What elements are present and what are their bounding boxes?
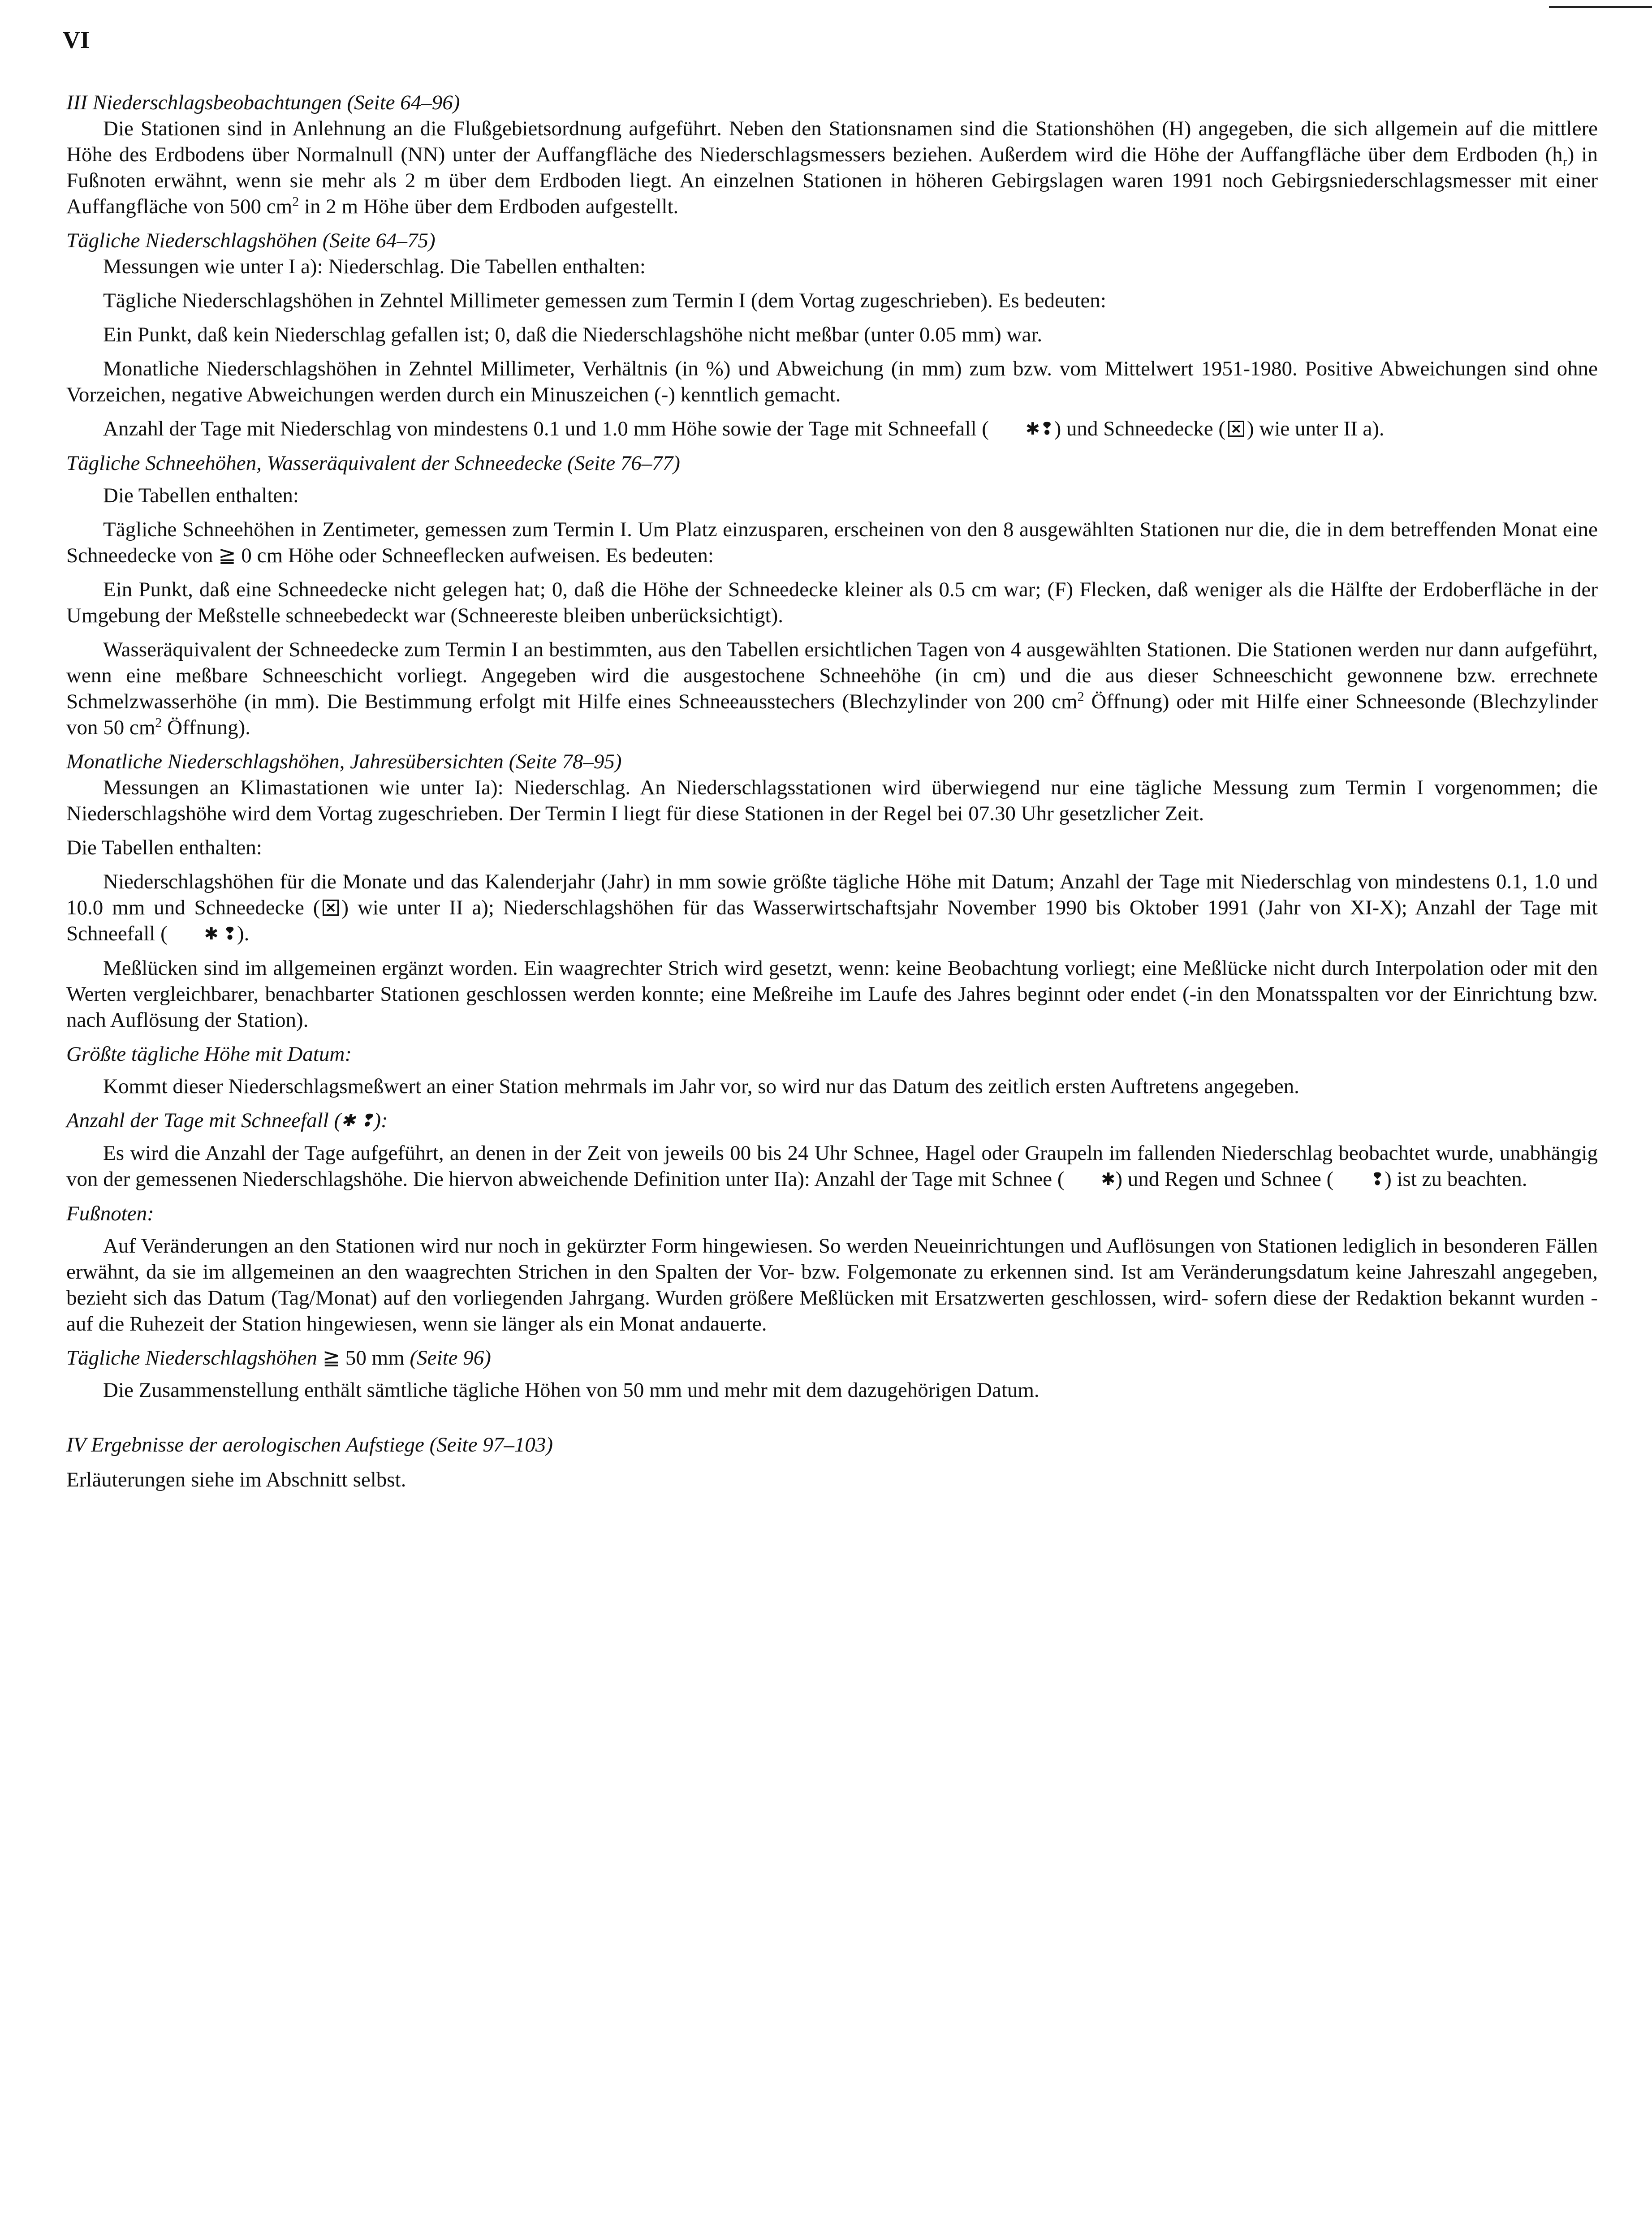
snowdays-heading: Anzahl der Tage mit Schneefall (✱ ❢): [66,1107,1598,1134]
section-3-intro: Die Stationen sind in Anlehnung an die Flußgebietsordnung aufgeführt. Neben den Stationsnamen sind die Stationshöhen (H) angegeben, die sich allgemein auf die mittlere Höhe des Erdbodens über Normalnull (NN) unter der Auffangfläche des Niederschlagsmessers beziehen. Außerdem wird die Höhe der Auffangfläche über dem Erdboden $(h_r)$ in Fußnoten erwähnt, wenn sie mehr als 2 m über dem Erdboden liegt. An einzelnen Stationen in höheren Gebirgslagen waren 1991 noch Gebirgsniederschlagsmesser mit einer Auffangfläche von 500 $cm^2$ in 2 m Höhe über dem Erdboden aufgestellt. [66,117,1598,218]
page-content [66,90,1598,1501]
page-number: VI [63,26,90,53]
daily-p1: Messungen wie unter I a): Niederschlag. Die Tabellen enthalten: [103,255,646,278]
monthly-p2: Die Tabellen enthalten: [66,836,262,859]
snow-cover-icon [1228,421,1244,437]
daily-p5: Anzahl der Tage mit Niederschlag von mindestens 0.1 und 1.0 mm Höhe sowie der Tage mit Schneefall ( ✱❢) und Schneedecke ( ) wie unter II a). [66,416,1598,442]
snow-p4: Wasseräquivalent der Schneedecke zum Termin I an bestimmten, aus den Tabellen ersichtlichen Tagen von 4 ausgewählten Stationen. Die Stationen werden nur dann aufgeführt, wenn eine meßbare Schneeschicht vorliegt. Angegeben wird die ausgestochene Schneehöhe (in cm) und die aus dieser Schneeschicht gewonnene bzw. errechnete Schmelzwasserhöhe (in mm). Die Bestimmung erfolgt mit Hilfe eines Schneeausstechers (Blechzylinder von 200 $cm^2$ Öffnung) oder mit Hilfe einer Schneesonde (Blechzylinder von 50 $cm^2$ Öffnung). [66,638,1598,739]
daily-heading: Tägliche Niederschlagshöhen (Seite 64–75) [66,229,436,252]
snow-p1: Die Tabellen enthalten: [103,484,299,507]
rain-and-snow-icon: ❢ [1370,1170,1385,1189]
section-4-p1: Erläuterungen siehe im Abschnitt selbst. [66,1468,406,1491]
spacer [66,1458,1598,1467]
snow-icon: ✱ [1101,1170,1116,1189]
monthly-heading: Monatliche Niederschlagshöhen, Jahresübersichten (Seite 78–95) [66,750,622,773]
daily-p2: Tägliche Niederschlagshöhen in Zehntel Millimeter gemessen zum Termin I (dem Vortag zugeschrieben). Es bedeuten: [103,289,1106,312]
section-4-title: IV Ergebnisse der aerologischen Aufstiege (Seite 97–103) [66,1433,553,1456]
snowfall-icon: ✱ ❢ [341,1111,374,1130]
snow-p3: Ein Punkt, daß eine Schneedecke nicht gelegen hat; 0, daß die Höhe der Schneedecke kleiner als 0.5 cm war; (F) Flecken, daß weniger als die Hälfte der Erdoberfläche in der Umgebung der Meßstelle schneebedeckt war (Schneereste bleiben unberücksichtigt). [66,578,1598,627]
ge50-heading: Tägliche Niederschlagshöhen ≧ 50 mm (Seite 96) [66,1346,491,1370]
footnotes-heading: Fußnoten: [66,1202,154,1225]
monthly-p3: Niederschlagshöhen für die Monate und das Kalenderjahr (Jahr) in mm sowie größte tägliche Höhe mit Datum; Anzahl der Tage mit Niederschlag von mindestens 0.1, 1.0 und 10.0 mm und Schneedecke ( ) wie unter II a); Niederschlagshöhen für das Wasserwirtschaftsjahr November 1990 bis Oktober 1991 (Jahr von XI-X); Anzahl der Tage mit Schneefall ( ✱ ❢). [66,869,1598,947]
monthly-p4: Meßlücken sind im allgemeinen ergänzt worden. Ein waagrechter Strich wird gesetzt, wenn: keine Beobachtung vorliegt; eine Meßlücke nicht durch Interpolation oder mit den Werten vergleichbarer, benachbarter Stationen geschlossen werden konnte; eine Meßreihe im Laufe des Jahres beginnt oder endet (-in den Monatsspalten vor der Einrichtung bzw. nach Auflösung der Station). [66,956,1598,1032]
section-3-title: III Niederschlagsbeobachtungen (Seite 64–96) [66,91,460,114]
monthly-p1: Messungen an Klimastationen wie unter Ia): Niederschlag. An Niederschlagsstationen wird überwiegend nur eine tägliche Messung zum Termin I vorgenommen; die Niederschlagshöhe wird dem Vortag zugeschrieben. Der Termin I liegt für diese Stationen in der Regel bei 07.30 Uhr gesetzlicher Zeit. [66,776,1598,825]
monthly-p5: Kommt dieser Niederschlagsmeßwert an einer Station mehrmals im Jahr vor, so wird nur das Datum des zeitlich ersten Auftretens angegeben. [103,1075,1299,1098]
monthly-p7: Auf Veränderungen an den Stationen wird nur noch in gekürzter Form hingewiesen. So werden Neueinrichtungen und Auflösungen von Stationen lediglich in besonderen Fällen erwähnt, da sie im allgemeinen an den waagrechten Strichen in den Spalten der Vor- bzw. Folgemonate zu erkennen sind. Ist am Veränderungsdatum keine Jahreszahl angegeben, bezieht sich das Datum (Tag/Monat) auf den vorliegenden Jahrgang. Wurden größere Meßlücken mit Ersatzwerten geschlossen, wird- sofern diese der Redaktion bekannt wurden - auf die Ruhezeit der Station hingewiesen, wenn sie länger als ein Monat andauerte. [66,1234,1598,1335]
max-daily-heading: Größte tägliche Höhe mit Datum: [66,1042,352,1066]
top-rule [1549,6,1652,8]
spacer [66,1411,1598,1432]
ge50-p1: Die Zusammenstellung enthält sämtliche tägliche Höhen von 50 mm und mehr mit dem dazugehörigen Datum. [103,1378,1040,1402]
snow-cover-icon [323,900,339,916]
snowfall-icon: ✱❢ [1025,420,1054,439]
monthly-p6: Es wird die Anzahl der Tage aufgeführt, an denen in der Zeit von jeweils 00 bis 24 Uhr Schnee, Hagel oder Graupeln im fallenden Niederschlag beobachtet wurde, unabhängig von der gemessenen Niederschlagshöhe. Die hiervon abweichende Definition unter IIa): Anzahl der Tage mit Schnee ( ✱) und Regen und Schnee ( ❢) ist zu beachten. [66,1140,1598,1193]
snowfall-icon: ✱ ❢ [204,925,237,943]
daily-p4: Monatliche Niederschlagshöhen in Zehntel Millimeter, Verhältnis (in %) und Abweichung (in mm) zum bzw. vom Mittelwert 1951-1980. Positive Abweichungen sind ohne Vorzeichen, negative Abweichungen werden durch ein Minuszeichen (-) kenntlich gemacht. [66,357,1598,406]
snow-heading: Tägliche Schneehöhen, Wasseräquivalent der Schneedecke (Seite 76–77) [66,452,680,475]
daily-p3: Ein Punkt, daß kein Niederschlag gefallen ist; 0, daß die Niederschlagshöhe nicht meßbar (unter 0.05 mm) war. [103,323,1043,346]
snow-p2: Tägliche Schneehöhen in Zentimeter, gemessen zum Termin I. Um Platz einzusparen, erscheinen von den 8 ausgewählten Stationen nur die, die in dem betreffenden Monat eine Schneedecke von ≧ 0 cm Höhe oder Schneeflecken aufweisen. Es bedeuten: [66,518,1598,567]
